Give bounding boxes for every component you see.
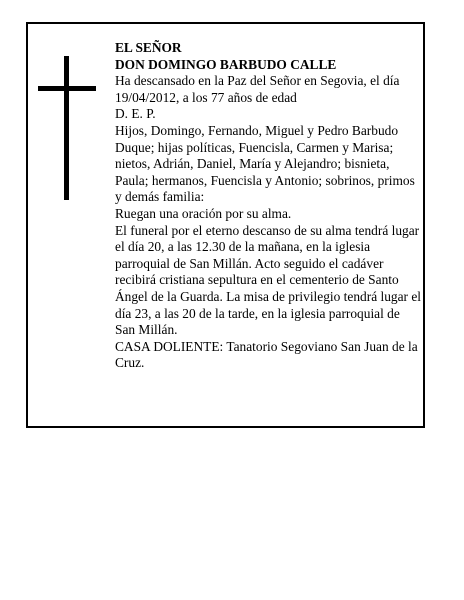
- obituary-deceased-name: DON DOMINGO BARBUDO CALLE: [115, 56, 337, 72]
- obituary-death-announcement: Ha descansado en la Paz del Señor en Segovia, el día 19/04/2012, a los 77 años de edad: [115, 73, 400, 105]
- obituary-rip: D. E. P.: [115, 106, 156, 122]
- obituary-title-line1: EL SEÑOR: [115, 40, 182, 55]
- obituary-family-list: Hijos, Domingo, Fernando, Miguel y Pedro Barbudo Duque; hijas políticas, Fuencisla, Carmen y Marisa; nietos, Adrián, Daniel, María y Alejandro; bisnieta, Paula; hermanos, Fuencisla y Antonio; sobrinos, primos y demás familia:: [115, 122, 415, 205]
- obituary-notice: [26, 22, 425, 428]
- obituary-prayer-request: Ruegan una oración por su alma.: [115, 205, 292, 221]
- obituary-funeral-details: El funeral por el eterno descanso de su alma tendrá lugar el día 20, a las 12.30 de la mañana, en la iglesia parroquial de San Millán. Acto seguido el cadáver recibirá cristiana sepultura en el cementerio de Santo Ángel de la Guarda. La misa de privilegio tendrá lugar el día 23, a las 20 de la tarde, en la iglesia parroquial de San Millán.: [115, 222, 422, 338]
- obituary-text: [115, 40, 421, 372]
- cross-icon: [38, 56, 100, 200]
- cross-vertical-bar: [64, 56, 69, 200]
- obituary-mourning-house: CASA DOLIENTE: Tanatorio Segoviano San Juan de la Cruz.: [115, 338, 418, 371]
- cross-horizontal-bar: [38, 86, 96, 91]
